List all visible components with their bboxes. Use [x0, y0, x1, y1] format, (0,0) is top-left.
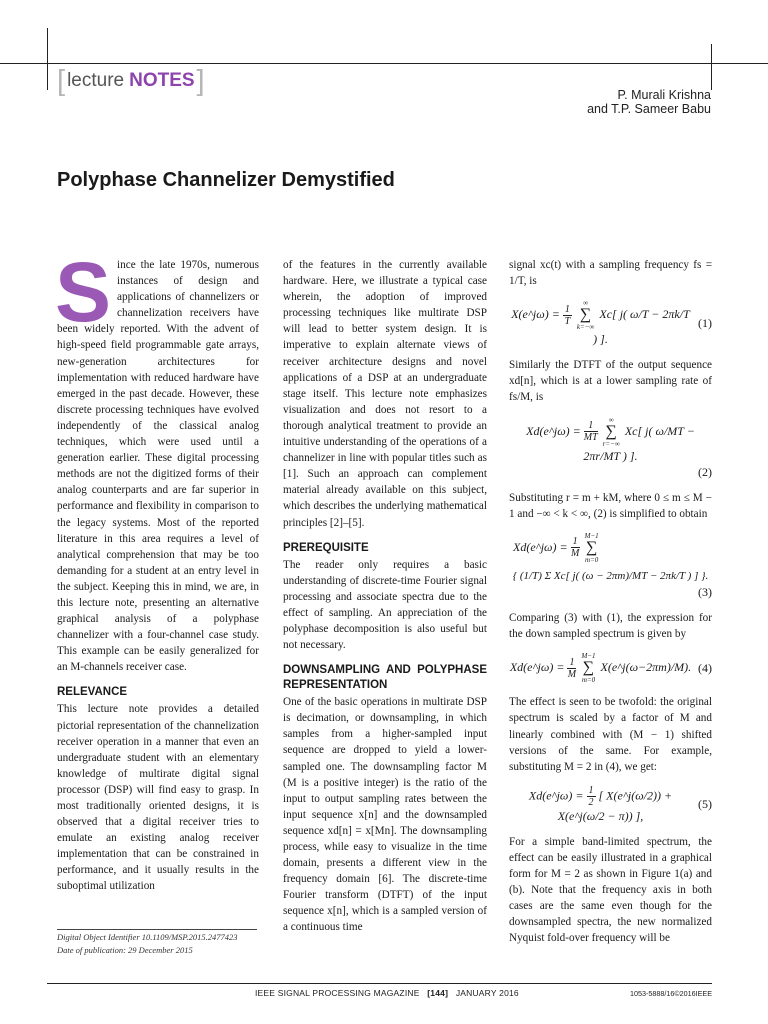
- issue-month: JANUARY 2016: [455, 988, 519, 998]
- eq3-coef-den: M: [570, 548, 580, 560]
- section-header: [57, 66, 205, 96]
- top-rule: [0, 63, 768, 64]
- eq2-sum-bot: r=−∞: [602, 439, 620, 448]
- equation-1: X(e^jω) = $\frac{1}{T}$ ∞ ∑ k=−∞ Xc[ j( ω/T − 2πk/T ) ]. (1): [511, 299, 712, 347]
- prerequisite-paragraph: The reader only requires a basic understanding of discrete-time Fourier signal processing and associate spectra due to the effect of sampling. An appreciation of the polyphase decomposition is also useful but not necessary.: [283, 558, 487, 652]
- section-word-bold: NOTES: [129, 70, 195, 91]
- author-line-1: P. Murali Krishna: [617, 88, 711, 102]
- eq4-body: X(e^j(ω−2πm)/M).: [600, 660, 692, 675]
- downsampling-paragraph: One of the basic operations in multirate DSP is decimation, or downsampling, in which samples from a higher-sampled input sequence are dropped to yield a lower-sampled one. The downsampling factor M (M is a positive integer) is the ratio of the input to output sampling rates between the input sequence x[n] and the downsampled sequence xd[n] = x[Mn]. The downsampling process, while easy to visualize in the time domain, presents a different view in the frequency domain [6]. The discrete-time Fourier transform (DTFT) of the input sequence x[n], which is a sampled version of a continuous time: [283, 696, 487, 934]
- equation-4: Xd(e^jω) = $\frac{1}{M}$ M−1 ∑ m=0 X(e^j(ω−2πm)/M). (4): [509, 652, 712, 685]
- relevance-heading: RELEVANCE: [57, 686, 128, 699]
- col3-paragraph-1: signal xc(t) with a sampling frequency fs = 1/T, is: [509, 259, 712, 288]
- drop-cap: S: [55, 245, 112, 339]
- eq2-number: (2): [698, 464, 712, 479]
- eq3-sum-bot: m=0: [585, 555, 599, 564]
- right-crop-mark: [711, 44, 712, 90]
- intro-paragraph: [55, 245, 259, 675]
- footer-rule: [47, 983, 712, 984]
- eq5-coef-num: 1: [588, 784, 594, 796]
- eq4-lhs: Xd(e^jω) =: [509, 660, 565, 675]
- eq4-coef-num: 1: [569, 656, 575, 668]
- eq4-number: (4): [698, 661, 712, 676]
- col3-paragraph-2: Similarly the DTFT of the output sequence xd[n], which is at a lower sampling rate of fs/M, is: [509, 359, 712, 404]
- eq3-line-2: { (1/T) Σ Xc[ j( (ω − 2πm)/MT − 2πk/T ) ] }.: [512, 569, 709, 582]
- equation-5: [509, 785, 712, 824]
- author-line-2: and T.P. Sameer Babu: [587, 102, 711, 116]
- equation-3: Xd(e^jω) = $\frac{1}{M}$ M−1 ∑ m=0 { (1/T) Σ Xc[ j( (ω − 2πm)/MT − 2πk/T ) ] }. (3): [509, 532, 712, 600]
- eq2-body: Xc[ j( ω/MT − 2πr/MT ) ].: [583, 423, 695, 463]
- publication-date-line: Date of publication: 29 December 2015: [57, 945, 193, 955]
- authors: [587, 88, 711, 116]
- eq5-coef-den: 2: [588, 796, 594, 808]
- doi-line: Digital Object Identifier 10.1109/MSP.2015.2477423: [57, 932, 238, 942]
- relevance-paragraph: This lecture note provides a detailed pictorial representation of the channelization receiver operation in a manner that even an undergraduate student with an elementary knowledge of multirate digital signal processor (DSP) will find easy to grasp. In most traditionally oriented designs, it is observed that a digital receiver tries to emulate an existing analog receiver implementation that can be constrained in performance, and it usually results in the suboptimal utilization: [57, 703, 259, 893]
- col3-paragraph-5: The effect is seen to be twofold: the original spectrum is scaled by a factor of M and linearly combined with (M − 1) shifted versions of the same. For example, substituting M = 2 in (4), we get:: [509, 696, 712, 773]
- eq1-lhs: X(e^jω) =: [511, 306, 560, 321]
- issn-copyright: 1053-5888/16©2016IEEE: [629, 989, 712, 998]
- left-crop-mark: [47, 28, 48, 90]
- equation-2: Xd(e^jω) = $\frac{1}{MT}$ ∞ ∑ r=−∞ Xc[ j( ω/MT − 2πr/MT ) ]. (2): [526, 415, 712, 479]
- col3-paragraph-3: Substituting r = m + kM, where 0 ≤ m ≤ M − 1 and −∞ < k < ∞, (2) is simplified to obtain: [509, 491, 712, 520]
- page-footer: [255, 988, 519, 998]
- eq1-sum-bot: k=−∞: [576, 323, 595, 332]
- bracket-right: ]: [196, 64, 205, 97]
- column-3: [509, 257, 712, 947]
- intro-text: ince the late 1970s, numerous instances of design and applications of channelizers or channelization receivers have been widely reported. With the advent of high-speed field programmable gate arrays, new-generation architectures for implementation with reduced hardware have emerged in the past decade. However, these discrete processing techniques have evolved independently of the classical analog techniques, which were used until a generation earlier. These digital processing methods are not the digitized forms of their analog counterparts and are far superior in performance and flexibility in comparison to the legacy systems. Most of the reported literature in this area requires a level of analytical comprehension that may be too demanding for a student at an entry level in the subject. Keeping this in mind, we are, in this lecture note, presenting an alternative graphical analysis of a polyphase channelizer with a four-channel case study. This example can be easily generalized for an M-channels receiver case.: [57, 259, 259, 674]
- footnote: [57, 931, 238, 957]
- eq3-number: (3): [698, 585, 712, 600]
- col3-paragraph-4: Comparing (3) with (1), the expression for the down sampled spectrum is given by: [509, 612, 712, 641]
- prerequisite-heading: PREREQUISITE: [283, 541, 369, 554]
- eq1-sum-top: ∞: [583, 299, 589, 308]
- eq2-coef-den: MT: [583, 432, 598, 444]
- eq1-body: Xc[ j( ω/T − 2πk/T ) ].: [593, 306, 690, 347]
- eq1-number: (1): [698, 316, 712, 331]
- eq4-sum-top: M−1: [581, 652, 596, 661]
- col3-paragraph-6: For a simple band-limited spectrum, the effect can be easily illustrated in a graphical form for M = 2 as shown in Figure 1(a) and (b). Note that the frequency axis in both cases are the same even though for the downsampled spectra, the new normalized Nyquist fold-over frequency will be: [509, 835, 712, 945]
- eq4-coef-den: M: [567, 668, 577, 680]
- page-number: [144]: [427, 988, 449, 998]
- section-word: lecture: [67, 70, 125, 91]
- eq5-number: (5): [698, 797, 712, 812]
- eq5-body: [ X(e^j(ω/2)) + X(e^j(ω/2 − π)) ],: [557, 788, 673, 823]
- downsampling-heading: DOWNSAMPLING AND POLYPHASE REPRESENTATION: [283, 664, 487, 692]
- eq3-lhs: Xd(e^jω) =: [513, 539, 568, 554]
- eq2-sum-top: ∞: [608, 415, 614, 424]
- eq1-coef-den: T: [564, 315, 571, 327]
- eq2-lhs: Xd(e^jω) =: [526, 423, 581, 438]
- eq5-lhs: Xd(e^jω) =: [528, 788, 584, 803]
- footnote-rule: [57, 929, 257, 930]
- column-1: [55, 245, 259, 895]
- article-title: Polyphase Channelizer Demystified: [57, 169, 395, 191]
- eq3-sum-top: M−1: [584, 531, 599, 540]
- eq1-coef-num: 1: [564, 303, 570, 315]
- col2-paragraph-1: of the features in the currently available hardware. Here, we illustrate a typical case wherein, the adoption of improved processing techniques like multirate DSP will lead to better system design. It is imperative to explain alternate views of receiver architecture designs and novel applications of a DSP at an undergraduate stage itself. This lecture note emphasizes visualization and does not resort to a thorough analytical treatment to provide an intuitive understanding of the operations of a channelizer in line with popular titles such as [1]. Such an approach can complement material already available on this subject, which describes the underlying mathematical principles [2]–[5].: [283, 259, 487, 529]
- eq2-coef-num: 1: [584, 420, 598, 432]
- column-2: [283, 257, 487, 936]
- eq3-coef-num: 1: [572, 536, 578, 548]
- eq4-sum-bot: m=0: [581, 676, 596, 685]
- bracket-left: [: [57, 64, 66, 97]
- magazine-name: IEEE SIGNAL PROCESSING MAGAZINE: [255, 988, 420, 998]
